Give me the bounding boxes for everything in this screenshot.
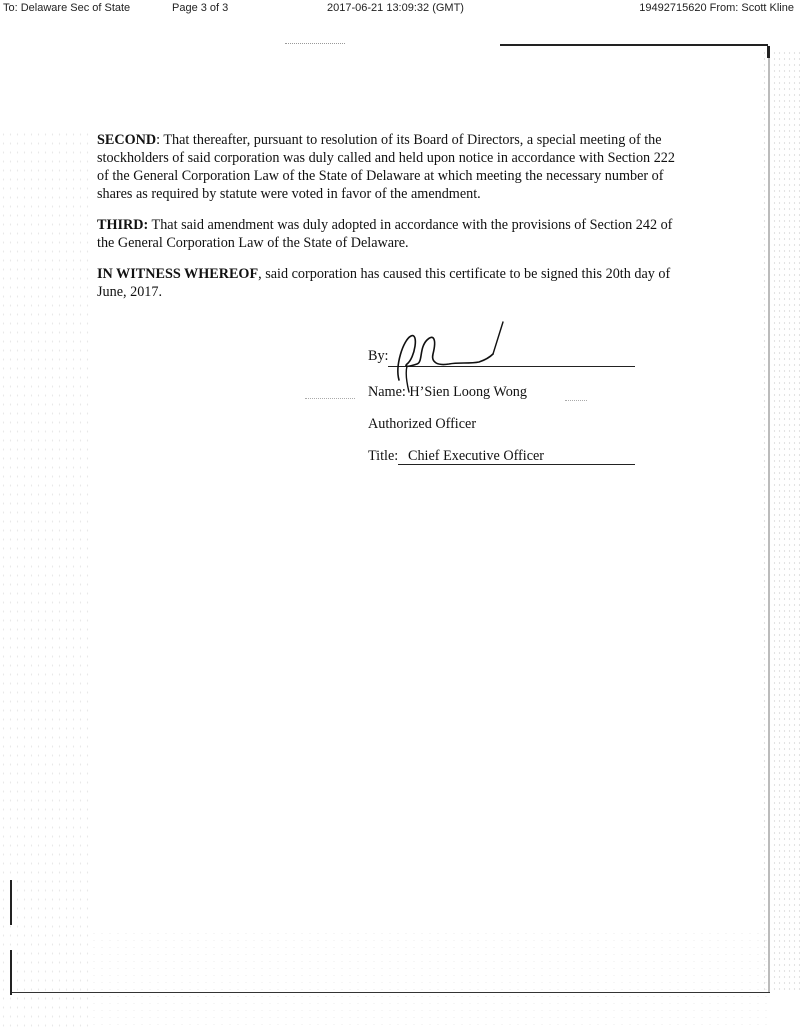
paragraph-witness-heading: IN WITNESS WHEREOF	[97, 266, 259, 282]
scan-noise-left	[0, 130, 90, 1030]
scan-noise-bottom	[90, 930, 770, 1030]
paragraph-witness-text: , said corporation has caused this certificate to be signed this 20th day of June, 2017.	[97, 266, 671, 300]
paragraph-second	[97, 131, 677, 203]
fax-page-number: Page 3 of 3	[172, 2, 229, 14]
scan-left-mark	[10, 880, 12, 925]
page-right-edge-mark	[767, 46, 770, 58]
paragraph-second-heading: SECOND	[97, 132, 157, 148]
scan-smudge	[305, 398, 355, 399]
page-bottom-edge	[12, 992, 770, 993]
paragraph-second-text: : That thereafter, pursuant to resolution of its Board of Directors, a special meeting of the stockholders of said corporation was duly called and held upon notice in accordance with Section 222 of the General Corporation Law of the State of Delaware at which meeting the necessary number of shares as required by statute were voted in favor of the amendment.	[97, 132, 675, 202]
page-top-edge	[500, 44, 768, 46]
title-value: Chief Executive Officer	[408, 448, 545, 464]
authorized-officer-label: Authorized Officer	[368, 416, 477, 432]
fax-to: To: Delaware Sec of State	[3, 2, 131, 14]
scan-left-mark	[10, 950, 12, 995]
scan-smudge	[565, 400, 587, 401]
title-rule	[398, 464, 635, 465]
by-label: By:	[368, 348, 389, 364]
paragraph-third-text: That said amendment was duly adopted in accordance with the provisions of Section 242 of the General Corporation Law of the State of Delaware.	[97, 217, 673, 251]
page-top-dots	[285, 43, 345, 44]
paragraph-witness	[97, 265, 677, 301]
fax-timestamp: 2017-06-21 13:09:32 (GMT)	[327, 2, 464, 14]
page-right-edge	[768, 46, 770, 993]
fax-header	[0, 0, 800, 16]
title-label: Title:	[368, 448, 399, 464]
paragraph-third-heading: THIRD:	[97, 217, 149, 233]
fax-from: 19492715620 From: Scott Kline	[639, 2, 794, 14]
signer-name: Name: H’Sien Loong Wong	[368, 384, 527, 400]
paragraph-third	[97, 216, 677, 252]
